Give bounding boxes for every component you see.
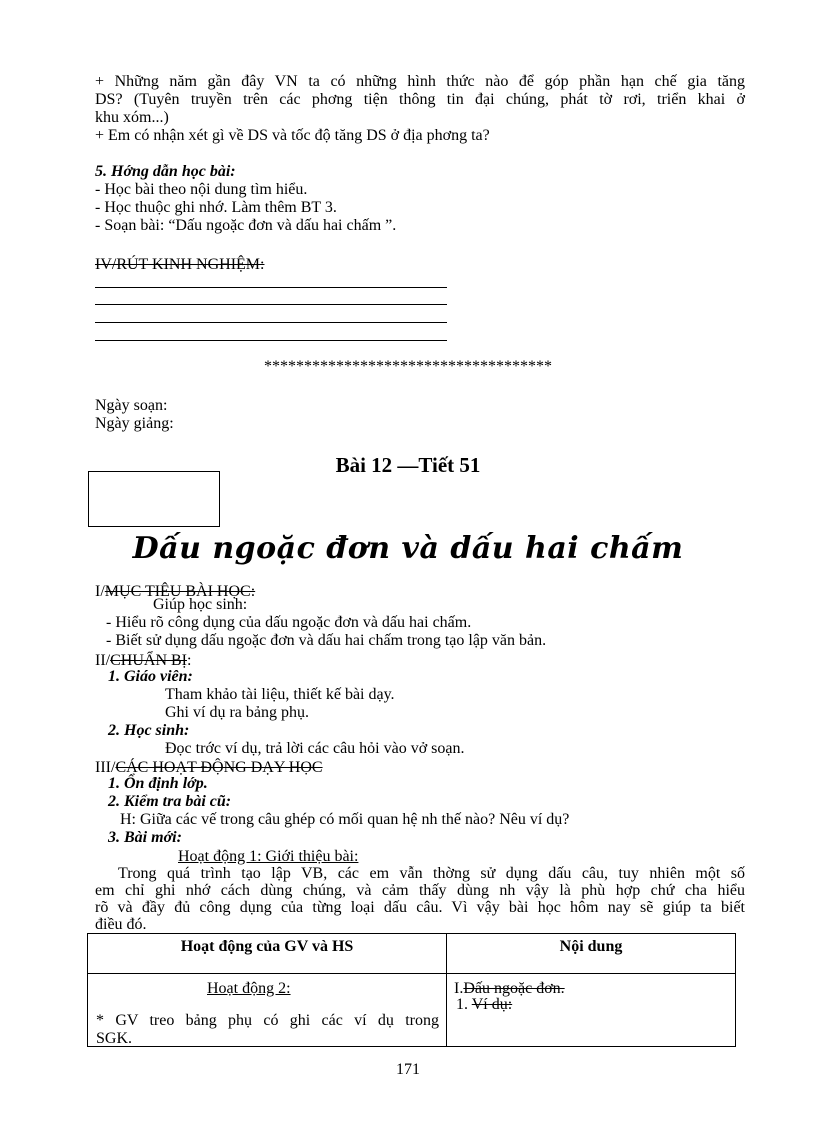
- section-title: Dấu ngoặc đơn.: [463, 980, 565, 997]
- subsection-vi-du: [456, 996, 512, 1013]
- blank-line: [95, 322, 447, 323]
- check-question: H: Giữa các vế trong câu ghép có mối quan hệ nh thế nào? Nêu ví dụ?: [120, 811, 570, 828]
- lesson-headline: Dấu ngoặc đơn và dấu hai chấm: [132, 531, 684, 566]
- question-1-line-3: khu xóm...): [95, 109, 169, 126]
- table-cell-activities: [88, 974, 447, 1047]
- separator-stars: ************************************: [264, 358, 552, 375]
- activity-1-heading: Hoạt động 1: Giới thiệu bài:: [178, 848, 359, 865]
- section-dau-ngoac-don: [454, 980, 565, 997]
- preparation-heading: [95, 652, 191, 669]
- empty-box: [88, 471, 220, 527]
- activities-heading: [95, 759, 323, 776]
- page-number: 171: [396, 1061, 420, 1078]
- activity-2-text-cont: SGK.: [96, 1030, 133, 1047]
- objectives-title: MỤC TIÊU BÀI HỌC:: [104, 583, 256, 600]
- preparation-prefix: II/: [95, 652, 111, 669]
- table-header-activities: Hoạt động của GV và HS: [88, 934, 447, 974]
- subsection-title: Ví dụ:: [471, 996, 513, 1013]
- objective-item: - Hiểu rõ công dụng của dấu ngoặc đơn và dấu hai chấm.: [106, 614, 472, 631]
- activity-2-text: * GV treo bảng phụ có ghi các ví dụ trong: [96, 1012, 439, 1029]
- experience-heading: IV/RÚT KINH NGHIỆM:: [95, 256, 265, 273]
- objective-item: - Biết sử dụng dấu ngoặc đơn và dấu hai chấm trong tạo lập văn bản.: [106, 632, 547, 649]
- question-2: + Em có nhận xét gì về DS và tốc độ tăng DS ở địa phơng ta?: [95, 127, 490, 144]
- table-row: [88, 974, 736, 1047]
- subsection-prefix: 1.: [456, 996, 468, 1013]
- question-1-line-1: + Những năm gần đây VN ta có những hình thức nào để góp phần hạn chế gia tăng: [95, 73, 745, 90]
- homework-item: - Học thuộc ghi nhớ. Làm thêm BT 3.: [95, 199, 337, 216]
- objectives-prefix: I/: [95, 583, 105, 600]
- date-taught: Ngày giảng:: [95, 415, 174, 432]
- blank-line: [95, 304, 447, 305]
- homework-heading: 5. Hớng dẫn học bài:: [95, 163, 236, 180]
- table-cell-content: [447, 974, 736, 1047]
- step-check-old-lesson: 2. Kiểm tra bài cũ:: [108, 793, 232, 810]
- homework-item: - Học bài theo nội dung tìm hiểu.: [95, 181, 308, 198]
- preparation-suffix: :: [187, 652, 192, 669]
- student-heading: 2. Học sinh:: [108, 722, 190, 739]
- table-header-content: Nội dung: [447, 934, 736, 974]
- intro-paragraph-line: rõ và đầy đủ công dụng của từng loại dấu câu. Vì vậy bài học hôm nay sẽ giúp ta biết: [95, 899, 745, 916]
- blank-line: [95, 287, 447, 288]
- activities-prefix: III/: [95, 759, 116, 776]
- table-header-row: [88, 934, 736, 974]
- blank-line: [95, 340, 447, 341]
- intro-paragraph-line: điều đó.: [95, 916, 147, 933]
- teacher-heading: 1. Giáo viên:: [108, 668, 193, 685]
- objectives-help: Giúp học sinh:: [153, 596, 248, 613]
- section-prefix: I.: [454, 980, 464, 997]
- question-1-line-2: DS? (Tuyên truyền trên các phơng tiện thông tin đại chúng, phát tờ rơi, triển khai ở: [95, 91, 745, 108]
- activities-title: CÁC HOẠT ĐỘNG DẠY HỌC: [115, 759, 323, 776]
- activity-2-label: Hoạt động 2:: [207, 980, 291, 997]
- teacher-item: Ghi ví dụ ra bảng phụ.: [165, 704, 309, 721]
- lesson-title: Bài 12 —Tiết 51: [335, 453, 481, 477]
- student-item: Đọc trớc ví dụ, trả lời các câu hỏi vào vở soạn.: [165, 740, 465, 757]
- step-stabilize-class: 1. Ổn định lớp.: [108, 775, 208, 792]
- date-prepared: Ngày soạn:: [95, 397, 168, 414]
- homework-item: - Soạn bài: “Dấu ngoặc đơn và dấu hai chấm ”.: [95, 217, 397, 234]
- lesson-table: [87, 933, 736, 1047]
- intro-paragraph-line: Trong quá trình tạo lập VB, các em vẫn thờng sử dụng dấu câu, tuy nhiên một số: [118, 865, 745, 882]
- intro-paragraph-line: em chỉ ghi nhớ cách dùng chúng, và cảm thấy dùng nh vậy là phù hợp chứ cha hiểu: [95, 882, 745, 899]
- preparation-title: CHUẨN BỊ: [110, 652, 187, 669]
- teacher-item: Tham khảo tài liệu, thiết kế bài dạy.: [165, 686, 395, 703]
- step-new-lesson: 3. Bài mới:: [108, 829, 182, 846]
